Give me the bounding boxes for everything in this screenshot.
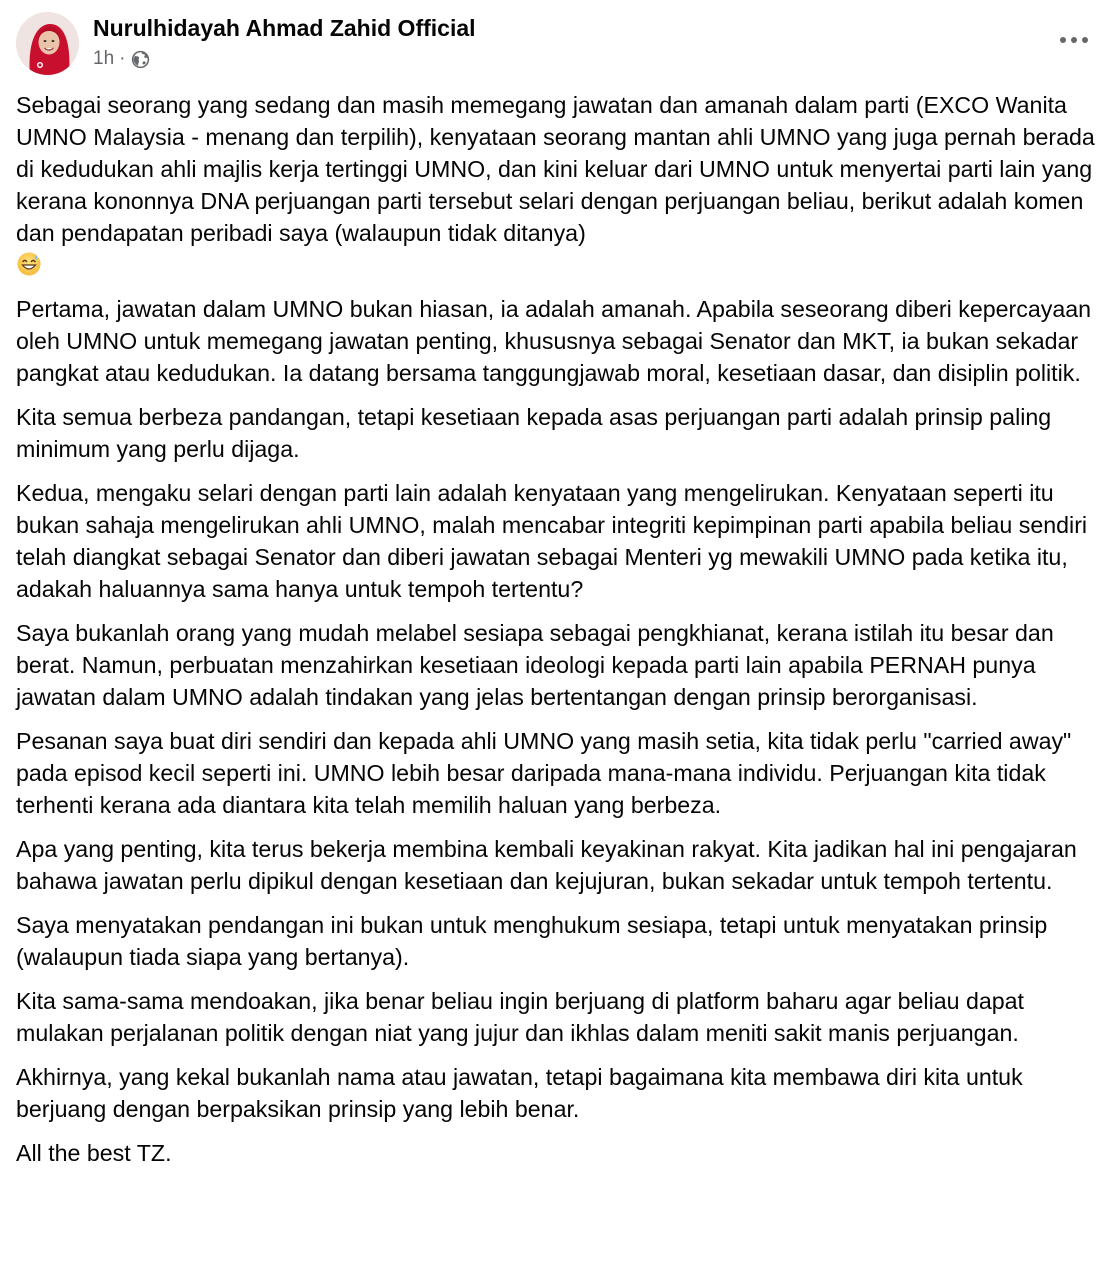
author-name[interactable]: Nurulhidayah Ahmad Zahid Official: [93, 15, 476, 41]
post-paragraph: All the best TZ.: [16, 1140, 172, 1166]
paragraph-text: Sebagai seorang yang sedang dan masih memegang jawatan dan amanah dalam parti (EXCO Wanita UMNO Malaysia - menang dan terpilih), kenyataan seorang mantan ahli UMNO yang juga pernah berada di kedudukan ahli majlis kerja tertinggi UMNO, dan kini keluar dari UMNO untuk menyertai parti lain yang kerana kononnya DNA perjuangan parti tersebut selari dengan perjuangan beliau, berikut adalah komen dan pendapatan peribadi saya (walaupun tidak ditanya): [16, 92, 1095, 246]
meta-separator: ·: [119, 48, 126, 69]
post-paragraph: Pertama, jawatan dalam UMNO bukan hiasan, ia adalah amanah. Apabila seseorang diberi kepercayaan oleh UMNO untuk memegang jawatan penting, khususnya sebagai Senator dan MKT, ia bukan sekadar pangkat atau kedudukan. Ia datang bersama tanggungjawab moral, kesetiaan dasar, dan disiplin politik.: [16, 296, 1092, 386]
globe-icon[interactable]: [131, 50, 150, 69]
avatar-image: [16, 12, 79, 75]
post-paragraph: Kedua, mengaku selari dengan parti lain adalah kenyataan yang mengelirukan. Kenyataan seperti itu bukan sahaja mengelirukan ahli UMNO, malah mencabar integriti kepimpinan parti apabila beliau sendiri telah diangkat sebagai Senator dan diberi jawatan sebagai Menteri yg mewakili UMNO pada ketika itu, adakah haluannya sama hanya untuk tempoh tertentu?: [16, 480, 1088, 602]
post-timestamp[interactable]: 1h: [93, 48, 115, 69]
grinning-sweat-emoji: [16, 251, 42, 277]
more-dot: [1060, 37, 1066, 43]
post-paragraph: Kita sama-sama mendoakan, jika benar beliau ingin berjuang di platform baharu agar beliau dapat mulakan perjalanan politik dengan niat yang jujur dan ikhlas dalam meniti sakit manis perjuangan.: [16, 988, 1024, 1046]
avatar[interactable]: [16, 12, 79, 75]
post-paragraph: Saya menyatakan pendangan ini bukan untuk menghukum sesiapa, tetapi untuk menyatakan prinsip (walaupun tiada siapa yang bertanya).: [16, 912, 1048, 970]
post-paragraph: Saya bukanlah orang yang mudah melabel sesiapa sebagai pengkhianat, kerana istilah itu besar dan berat. Namun, perbuatan menzahirkan kesetiaan ideologi kepada parti lain apabila PERNAH punya jawatan dalam UMNO adalah tindakan yang jelas bertentangan dengan prinsip berorganisasi.: [16, 620, 1054, 710]
post-paragraph: [16, 89, 1098, 281]
post-meta: [93, 47, 476, 71]
post-body: [16, 89, 1098, 1181]
post-header: [16, 12, 1094, 76]
more-options-icon[interactable]: [1056, 28, 1092, 52]
post-paragraph: Akhirnya, yang kekal bukanlah nama atau jawatan, tetapi bagaimana kita membawa diri kita untuk berjuang dengan berpaksikan prinsip yang lebih benar.: [16, 1064, 1023, 1122]
more-dot: [1071, 37, 1077, 43]
author-block: [93, 14, 476, 71]
post-paragraph: Apa yang penting, kita terus bekerja membina kembali keyakinan rakyat. Kita jadikan hal ini pengajaran bahawa jawatan perlu dipikul dengan kesetiaan dan kejujuran, bukan sekadar untuk tempoh tertentu.: [16, 836, 1077, 894]
post-paragraph: Kita semua berbeza pandangan, tetapi kesetiaan kepada asas perjuangan parti adalah prinsip paling minimum yang perlu dijaga.: [16, 404, 1052, 462]
post-paragraph: Pesanan saya buat diri sendiri dan kepada ahli UMNO yang masih setia, kita tidak perlu "carried away" pada episod kecil seperti ini. UMNO lebih besar daripada mana-mana individu. Perjuangan kita tidak terhenti kerana ada diantara kita telah memilih haluan yang berbeza.: [16, 728, 1072, 818]
more-dot: [1082, 37, 1088, 43]
